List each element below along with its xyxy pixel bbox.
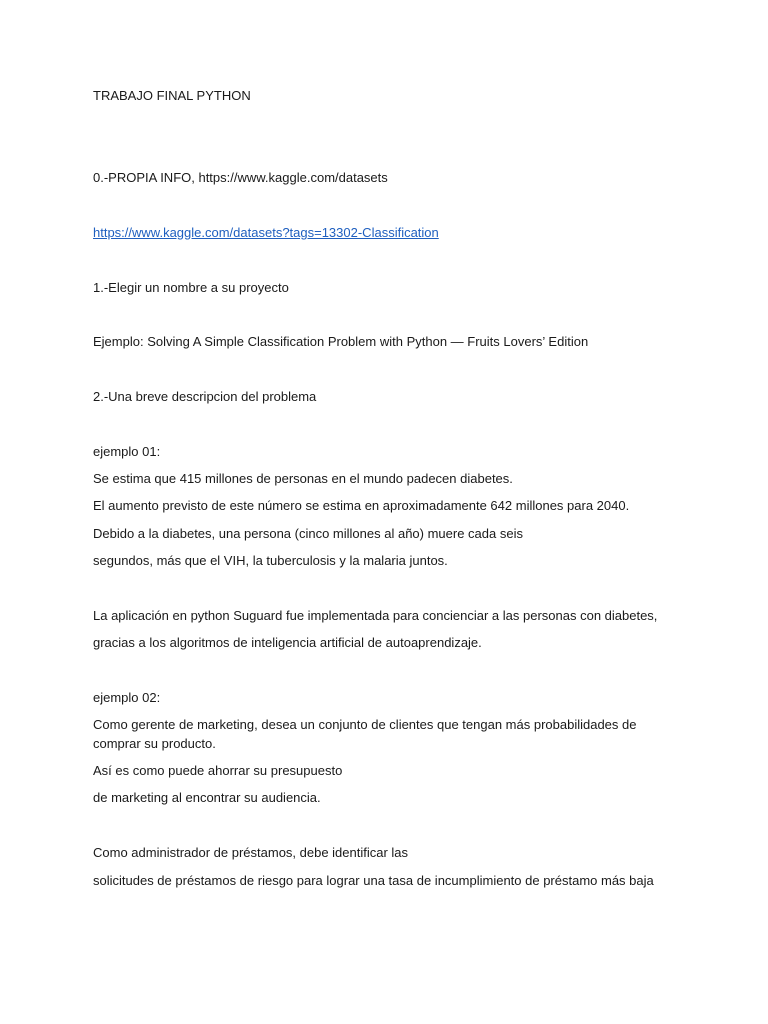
example-01-app-line: La aplicación en python Suguard fue implementada para concienciar a las personas con diabetes, [93,608,658,623]
example-01-line: El aumento previsto de este número se estima en aproximadamente 642 millones para 2040. [93,498,630,513]
loan-line: Como administrador de préstamos, debe identificar las [93,845,409,860]
example-01-label: ejemplo 01: [93,444,161,459]
example-01-line: Debido a la diabetes, una persona (cinco millones al año) muere cada seis [93,526,523,541]
example-02-label: ejemplo 02: [93,690,161,705]
marketing-paragraph: Como gerente de marketing, desea un conjunto de clientes que tengan más probabilidades de comprar su producto. [93,717,637,751]
dataset-link[interactable] [93,223,683,242]
section-1-heading: 1.-Elegir un nombre a su proyecto [93,280,289,295]
document-title: TRABAJO FINAL PYTHON [93,88,251,103]
project-name-example: Ejemplo: Solving A Simple Classification Problem with Python — Fruits Lovers’ Edition [93,334,589,349]
dataset-link-text[interactable]: https://www.kaggle.com/datasets?tags=13302-Classification [93,225,439,240]
section-2-heading: 2.-Una breve descripcion del problema [93,389,317,404]
example-01-line: segundos, más que el VIH, la tuberculosis y la malaria juntos. [93,553,448,568]
example-01-line: Se estima que 415 millones de personas en el mundo padecen diabetes. [93,471,513,486]
example-02-line: de marketing al encontrar su audiencia. [93,790,321,805]
example-01-app-line: gracias a los algoritmos de inteligencia artificial de autoaprendizaje. [93,635,482,650]
section-0-heading: 0.-PROPIA INFO, https://www.kaggle.com/datasets [93,170,388,185]
loan-line: solicitudes de préstamos de riesgo para lograr una tasa de incumplimiento de préstamo más baja [93,873,654,888]
example-02-line: Así es como puede ahorrar su presupuesto [93,763,343,778]
